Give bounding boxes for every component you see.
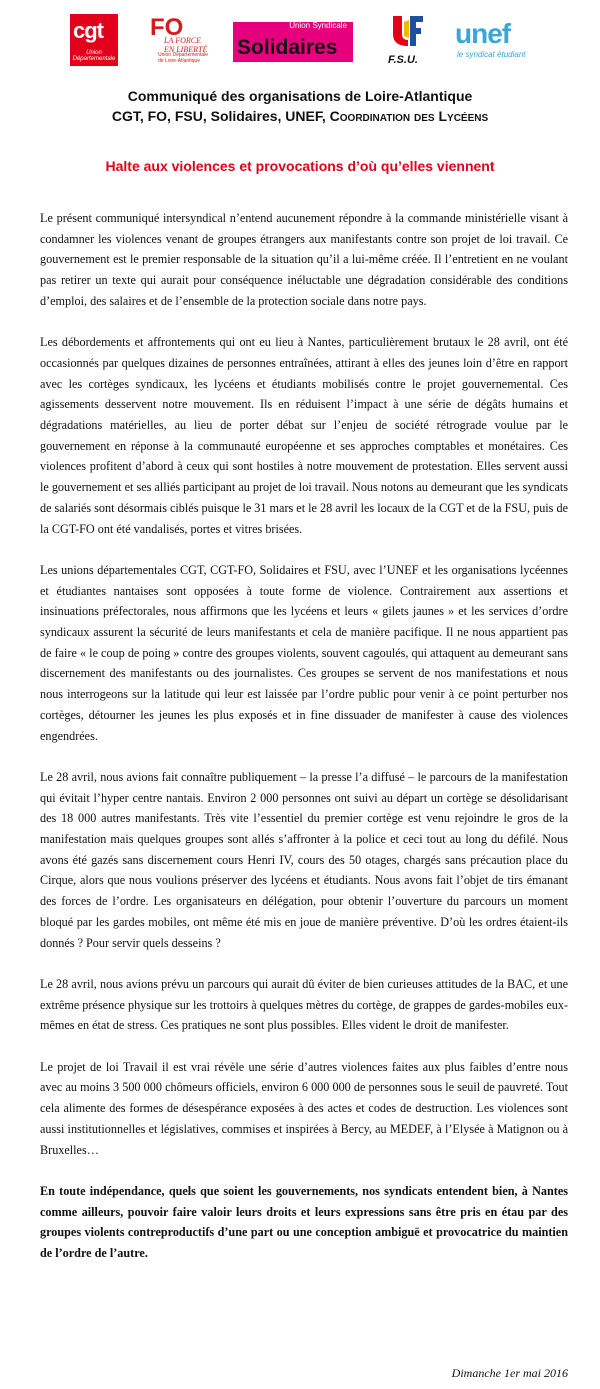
page-title: Halte aux violences et provocations d’où qu’elles viennent [105, 158, 495, 174]
unef-logo-text: unef [455, 18, 511, 49]
solidaires-logo-subtitle: Union Syndicale [289, 21, 347, 30]
paragraph: Le 28 avril, nous avions fait connaître publiquement – la presse l’a diffusé – le parcours de la manifestation qui évitait l’hyper centre nantais. Environ 2 000 personnes ont suivi au départ un cortège se désolidarisant des 18 000 autres manifestants. Très vite l’essentiel du premier cortège est venu rejoindre le gros de la manifestation mais quelques groupes sont allés s’affronter à la police et ceci tout au long du défilé. Nous avons été gazés sans discernement cours Henri IV, cours des 50 otages, chargés sans précaution place du Cirque, alors que nous voulions préserver des lycéens et étudiants. Nous avons fait l’objet de tirs émanant des forces de l’ordre. Les organisateurs en délégation, pour obtenir l’ouverture du parcours un moment bloqué par les gardes mobiles, ont même été mis en joue de manière préventive. D’où les ordres étaient-ils donnés ? Pour servir quels desseins ? [40, 769, 568, 950]
header-line-1: Communiqué des organisations de Loire-Atlantique [127, 88, 473, 104]
fo-logo [144, 14, 212, 66]
fsu-mark-icon [390, 14, 426, 48]
cgt-logo [70, 14, 118, 66]
unef-logo [453, 14, 537, 66]
fo-logo-text: FO [150, 14, 184, 41]
logo-bar [0, 14, 600, 70]
header-coordination: Coordination des Lycéens [329, 108, 489, 124]
cgt-logo-text: cgt [73, 18, 103, 43]
fo-logo-motto: LA FORCE EN LIBERTÉ [164, 36, 208, 54]
paragraph: Les unions départementales CGT, CGT-FO, Solidaires et FSU, avec l’UNEF et les organisations lycéennes et étudiantes nantaises sont opposées à toute forme de violence. Contrairement aux assertions et insinuations préfectorales, nous affirmons que les lycéens et leurs « gilets jaunes » et les services d’ordre syndicaux assurent la sécurité de leurs manifestants et cela de manière pacifique. Il ne nous appartient pas de faire « le coup de poing » contre des groupes violents, souvent cagoulés, qui attaquent au demeurant sans discernement des manifestants ou des journalistes. Ces groupes se servent de nos manifestations et nous nous interrogeons sur la latitude qui leur est laissée par l’ordre public pour venir à ce point perturber nos cortèges, détourner les jeunes les plus exposés et in fine dissuader de manifester à cause des violences engendrées. [40, 562, 568, 743]
paragraph: Le 28 avril, nous avions prévu un parcours qui aurait dû éviter de bien curieuses attitudes de la BAC, et une extrême présence physique sur les trottoirs à quelques mètres du cortège, de grappes de gardes-mobiles eux-mêmes en état de stress. Ces pratiques ne sont plus possibles. Elles vident le droit de manifester. [40, 976, 568, 1033]
header-orgs: CGT, FO, FSU, Solidaires, UNEF, [111, 108, 330, 124]
solidaires-logo [233, 22, 353, 62]
paragraph: Les débordements et affrontements qui ont eu lieu à Nantes, particulièrement brutaux le 28 avril, ont été occasionnés par quelques dizaines de personnes entraînées, attirant à elles des jeunes loin d’être en rapport avec les cortèges syndicaux, les lycéens et étudiants mobilisés contre le projet gouvernemental. Ces agissements desservent notre mouvement. Ils en réduisent l’impact à une série de dégâts humains et dégradations matérielles, au lieu de porter débat sur l’enjeu de société rétrograde voulue par le gouvernement en réponse à la communauté européenne et ses approches comptables et monétaires. Ces violences profitent d’abord à ceux qui sont hostiles à notre mouvement de protestation. Elles servent aussi le gouvernement et ses alliés participant au projet de loi travail. Nous notons au demeurant que les syndicats de salariés sont désormais ciblés puisque le 31 mars et le 28 avril les locaux de la CGT et de la FSU, puis de la CGT-FO ont été vandalisés, portes et vitres brisées. [40, 335, 568, 536]
document-header [0, 86, 600, 126]
paragraph: Le présent communiqué intersyndical n’entend aucunement répondre à la commande ministérielle visant à condamner les violences venant de groupes étrangers aux manifestants contre son projet de loi travail. Ce gouvernement est le premier responsable de la situation qu’il a lui-même créée. Il l’entretient en ne voulant pas retirer un texte qui aurait pour conséquence inéluctable une dégradation considérable des conditions d’emploi, des salaires et de l’ensemble de la protection sociale dans notre pays. [40, 211, 568, 308]
fsu-logo-text: F.S.U. [388, 54, 418, 66]
conclusion-paragraph: En toute indépendance, quels que soient les gouvernements, nos syndicats entendent bien, à Nantes comme ailleurs, pouvoir faire valoir leurs droits et leurs expressions sans être pris en étau par des groupes violents contreproductifs d’une part ou une conception ambiguë et provocatrice du maintien de l’ordre de l’autre. [40, 1183, 568, 1261]
communique-body [40, 208, 568, 1284]
document-date: Dimanche 1er mai 2016 [451, 1366, 568, 1380]
fo-logo-subtitle: Union Départementale de Loire-Atlantique [158, 52, 209, 64]
paragraph: Le projet de loi Travail il est vrai révèle une série d’autres violences faites aux plus faibles d’entre nous avec au moins 3 500 000 chômeurs officiels, environ 6 000 000 de personnes sous le seuil de pauvreté. Tout cela alimente des formes de désespérance exposées à des actes et codes de destruction. Les violences sont aussi institutionnelles et législatives, commises et inspirées à Bercy, au MEDEF, à l’Elysée à Matignon ou à Bruxelles… [40, 1059, 568, 1157]
cgt-logo-subtitle: Union Départementale [72, 50, 116, 62]
solidaires-logo-text: Solidaires [237, 36, 338, 59]
unef-logo-subtitle: le syndicat étudiant [457, 50, 526, 59]
fsu-logo [386, 14, 430, 66]
header-line-2 [0, 106, 600, 126]
